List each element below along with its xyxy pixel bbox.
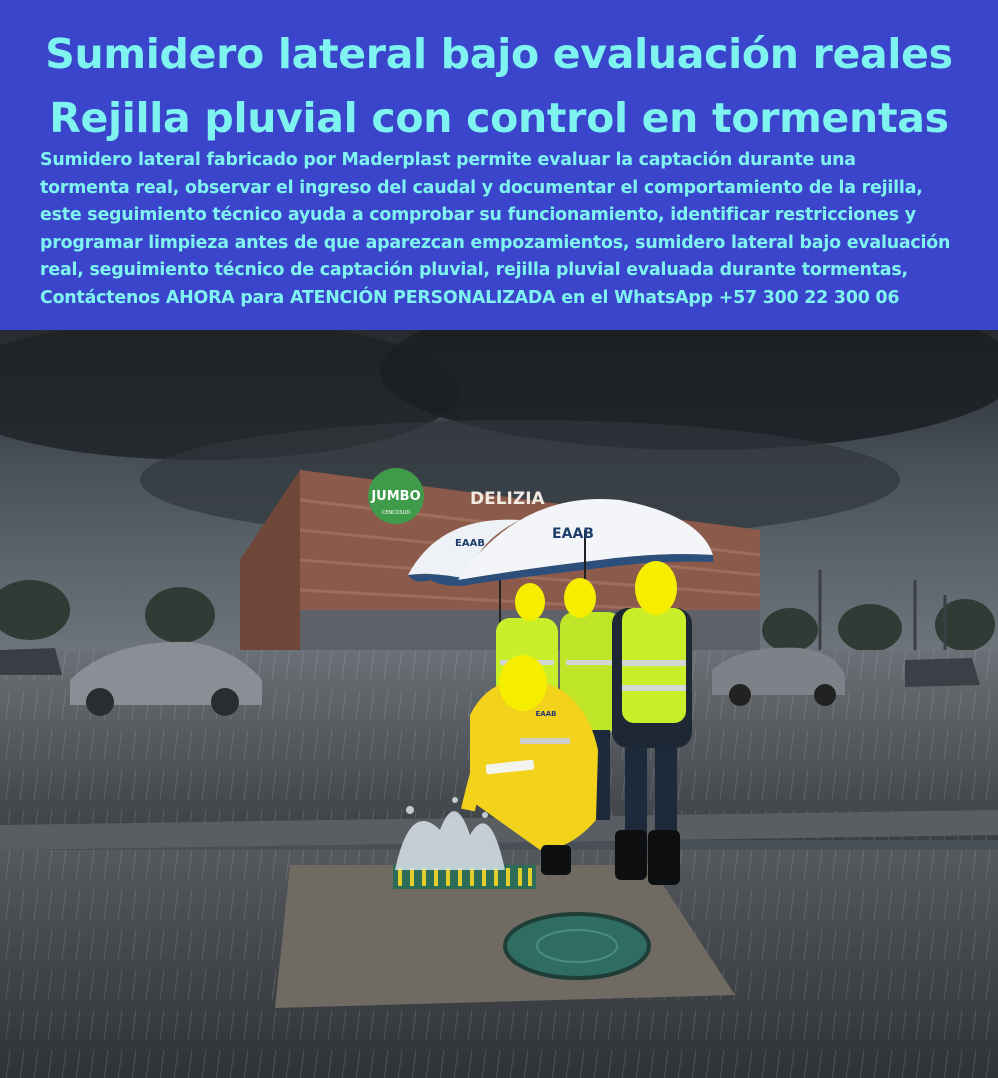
description-line: programar limpieza antes de que aparezcan empozamientos, sumidero lateral bajo evaluación (40, 232, 951, 253)
jumbo-sign: JUMBO (371, 489, 421, 504)
delizia-sign: DELIZIA (470, 489, 545, 509)
face-blur (499, 655, 547, 711)
vest-badge: EAAB (535, 710, 557, 718)
photo-illustration (0, 330, 998, 1078)
title-line-1: Sumidero lateral bajo evaluación reales (45, 30, 953, 78)
storm-photo (0, 330, 998, 1078)
umbrella-brand-label: EAAB (552, 526, 594, 542)
rubber-boot (541, 845, 571, 875)
face-blur (564, 578, 596, 618)
rubber-boot (648, 830, 680, 885)
face-blur (515, 583, 545, 621)
header-banner (0, 0, 998, 330)
worker-right (612, 561, 692, 885)
description-line: tormenta real, observar el ingreso del caudal y documentar el comportamiento de la rejilla, (40, 177, 923, 198)
jumbo-sign-sub: CENCOSUD (381, 510, 411, 516)
contact-line: Contáctenos AHORA para ATENCIÓN PERSONALIZADA en el WhatsApp +57 300 22 300 06 (40, 287, 900, 308)
description-line: este seguimiento técnico ayuda a comprobar su funcionamiento, identificar restricciones y (40, 205, 916, 226)
description-line: real, seguimiento técnico de captación pluvial, rejilla pluvial evaluada durante tormentas, (40, 260, 908, 281)
title-line-2: Rejilla pluvial con control en tormentas (49, 94, 949, 142)
manhole-cover (505, 914, 649, 978)
car-far-right (905, 658, 980, 687)
svg-text:EAAB: EAAB (455, 538, 485, 549)
description-line: Sumidero lateral fabricado por Maderplast permite evaluar la captación durante una (40, 150, 856, 170)
rubber-boot (615, 830, 647, 880)
car-far-left (0, 648, 62, 675)
description (40, 147, 990, 313)
face-blur (635, 561, 677, 615)
